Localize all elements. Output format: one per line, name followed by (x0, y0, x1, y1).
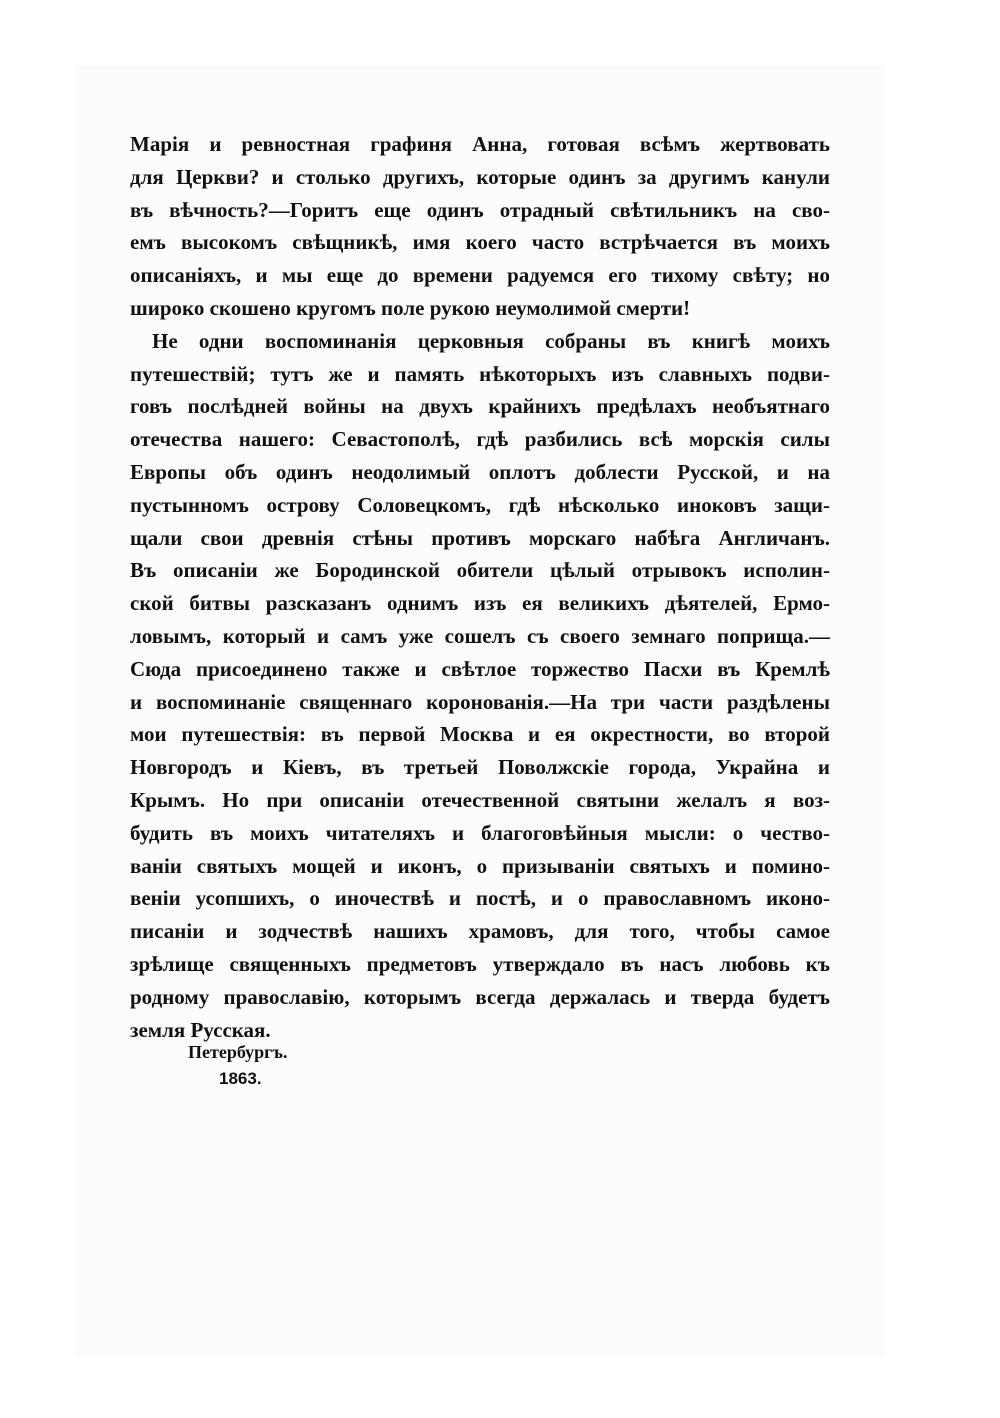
text-line: ваніи святыхъ мощей и иконъ, о призываніи святыхъ и помино- (130, 853, 830, 878)
text-line: говъ послѣдней войны на двухъ крайнихъ предѣлахъ необъятнаго (130, 394, 830, 419)
text-line: ловымъ, который и самъ уже сошелъ съ своего земнаго поприща.— (130, 623, 830, 648)
signature-place: Петербургъ. (188, 1042, 288, 1062)
text-line: зрѣлище священныхъ предметовъ утверждало въ насъ любовь къ (130, 951, 830, 976)
text-line: въ вѣчность?—Горитъ еще одинъ отрадный свѣтильникъ на сво- (130, 197, 830, 222)
text-line: Марія и ревностная графиня Анна, готовая всѣмъ жертвовать (130, 132, 830, 156)
text-line: родному православію, которымъ всегда держалась и тверда будетъ (130, 984, 830, 1009)
text-line: Въ описаніи же Бородинской обители цѣлый отрывокъ исполин- (130, 558, 830, 583)
paragraph-2 (130, 325, 830, 1047)
text-line: Крымъ. Но при описаніи отечественной святыни желалъ я воз- (130, 787, 830, 812)
text-line: веніи усопшихъ, о иночествѣ и постѣ, и о православномъ иконо- (130, 886, 830, 911)
text-line: для Церкви? и столько другихъ, которые одинъ за другимъ канули (130, 164, 830, 189)
text-line: и воспоминаніе священнаго коронованія.—На три части раздѣлены (130, 689, 830, 714)
text-line: мои путешествія: въ первой Москва и ея окрестности, во второй (130, 722, 830, 747)
text-line: Сюда присоединено также и свѣтлое торжество Пасхи въ Кремлѣ (130, 656, 830, 681)
text-line: емъ высокомъ свѣщникѣ, имя коего часто встрѣчается въ моихъ (130, 230, 830, 255)
text-line: будить въ моихъ читателяхъ и благоговѣйныя мысли: о чество- (130, 820, 830, 845)
text-line: пустынномъ острову Соловецкомъ, гдѣ нѣсколько иноковъ защи- (130, 492, 830, 517)
text-line: Европы объ одинъ неодолимый оплотъ доблести Русской, и на (130, 459, 830, 484)
text-line: Не одни воспоминанія церковныя собраны въ книгѣ моихъ (152, 328, 830, 353)
paragraph-1 (130, 128, 830, 325)
text-line: Новгородъ и Кіевъ, въ третьей Поволжскіе города, Украйна и (130, 755, 830, 780)
text-line: писаніи и зодчествѣ нашихъ храмовъ, для того, чтобы самое (130, 919, 830, 944)
text-line: путешествій; тутъ же и память нѣкоторыхъ изъ славныхъ подви- (130, 361, 830, 386)
body-text (130, 128, 830, 1046)
text-line: описаніяхъ, и мы еще до времени радуемся его тихому свѣту; но (130, 263, 830, 288)
text-line: широко скошено кругомъ поле рукою неумолимой смерти! (130, 295, 691, 320)
text-line: щали свои древнія стѣны противъ морскаго набѣга Англичанъ. (130, 525, 830, 550)
text-line: отечества нашего: Севастополѣ, гдѣ разбились всѣ морскія силы (130, 427, 830, 452)
text-line: ской битвы разсказанъ однимъ изъ ея великихъ дѣятелей, Ермо- (130, 591, 830, 616)
text-line: земля Русская. (130, 1017, 271, 1042)
signature-year: 1863. (219, 1069, 262, 1088)
